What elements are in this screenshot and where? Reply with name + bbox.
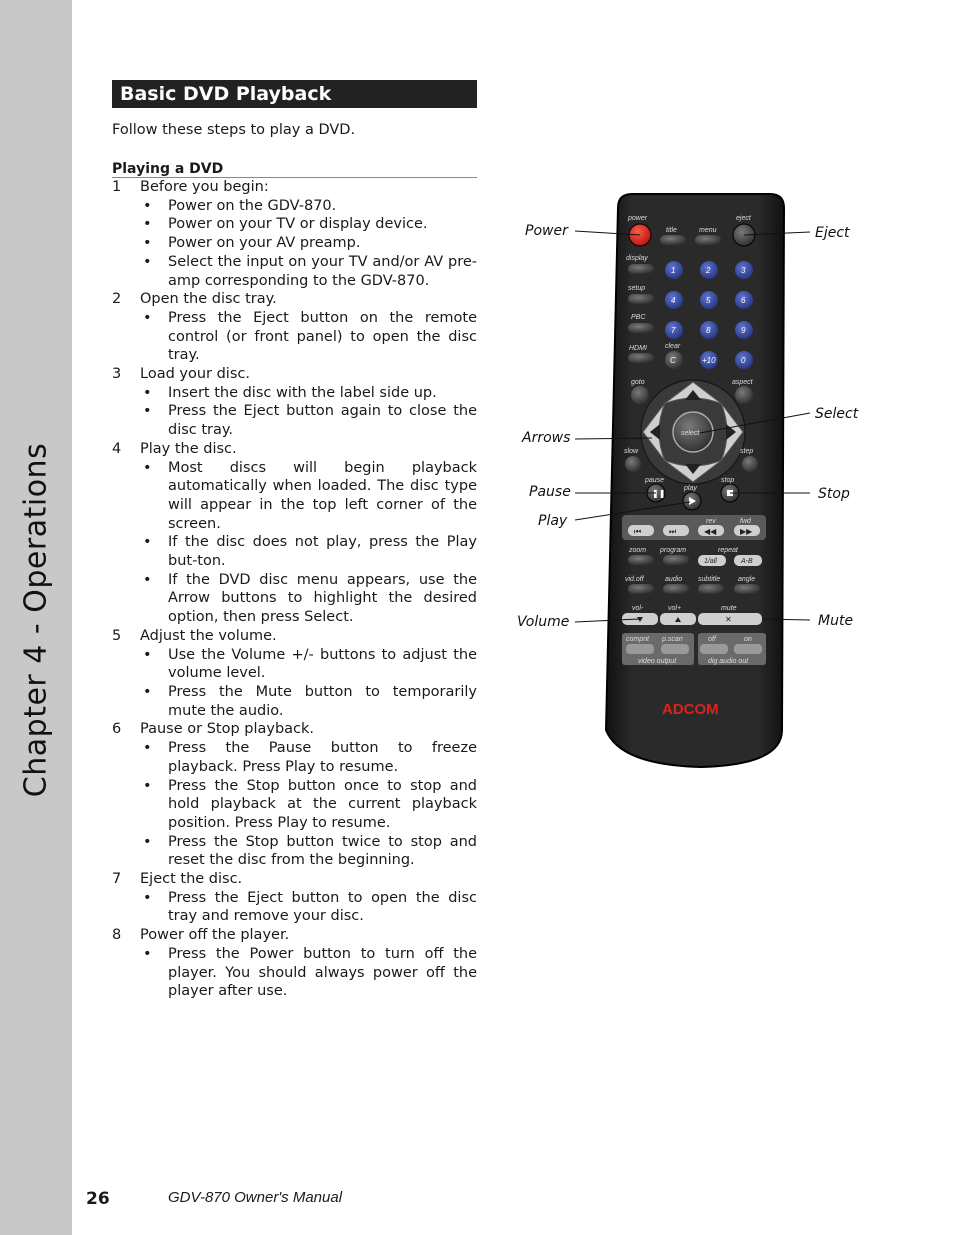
remote-stop-label: stop <box>721 477 735 484</box>
number-0-label: 0 <box>741 356 746 365</box>
menu-button[interactable] <box>695 235 721 245</box>
bullet-item: • Most discs will begin playback automatically when loaded. The disc type will appear in the top left corner of the screen. <box>140 459 477 534</box>
display-button[interactable] <box>628 264 654 274</box>
remote-zoom-label: zoom <box>629 547 647 554</box>
step-item <box>112 178 477 290</box>
remote-menu-label: menu <box>699 227 717 234</box>
setup-button[interactable] <box>628 294 654 304</box>
arrows-callout: Arrows <box>522 430 571 446</box>
manual-title: GDV-870 Owner's Manual <box>168 1189 343 1206</box>
compnt-button[interactable] <box>626 644 654 654</box>
remote-select-label: select <box>681 430 700 437</box>
section-title: Basic DVD Playback <box>112 80 477 108</box>
bullet-list <box>140 889 477 926</box>
step-number: 4 <box>112 440 122 457</box>
remote-vid-off-label: vid.off <box>625 576 644 583</box>
step-item <box>112 720 477 870</box>
remote-repeat-label: repeat <box>718 547 738 554</box>
adcom-logo: ADCOM <box>662 701 719 718</box>
plus10-label: +10 <box>702 356 716 365</box>
remote-off-label: off <box>708 636 716 643</box>
number-7-label: 7 <box>671 326 676 335</box>
bullet-list <box>140 309 477 365</box>
step-text: Open the disc tray. <box>140 291 277 308</box>
bullet-item: • Press the Mute button to temporarily mute the audio. <box>140 683 477 720</box>
mute-icon: ✕ <box>725 615 732 624</box>
repeat-1-all-label: 1/all <box>704 558 717 565</box>
bullet-item: • Power on your TV or display device. <box>140 215 477 234</box>
bullet-item: • Press the Power button to turn off the player. You should always power off the player after use. <box>140 945 477 1001</box>
step-item <box>112 440 477 627</box>
step-item <box>112 290 477 365</box>
goto-button[interactable] <box>631 386 649 404</box>
audio-button[interactable] <box>663 584 689 594</box>
remote-setup-label: setup <box>628 285 646 292</box>
remote-p-scan-label: p.scan <box>662 636 683 643</box>
pbc-button[interactable] <box>628 323 654 333</box>
remote-subtitle-label: subtitle <box>698 576 721 583</box>
bullet-item: • Press the Stop button once to stop and hold playback at the current playback position. Press Play to resume. <box>140 777 477 833</box>
mute-callout: Mute <box>818 613 854 629</box>
step-number: 3 <box>112 366 122 383</box>
bullet-list <box>140 739 477 870</box>
step-number: 7 <box>112 871 122 888</box>
number-3-label: 3 <box>741 266 746 275</box>
bullet-list <box>140 197 477 291</box>
power-callout: Power <box>525 223 568 239</box>
program-button[interactable] <box>663 555 689 565</box>
fast-forward-icon: ▶▶ <box>740 527 753 536</box>
title-button[interactable] <box>660 235 686 245</box>
remote-step-label: step <box>740 448 754 455</box>
remote-aspect-label: aspect <box>732 379 753 386</box>
remote-clear-label: clear <box>665 343 681 350</box>
remote-angle-label: angle <box>738 576 756 583</box>
remote-power-label: power <box>628 215 648 222</box>
remote-on-label: on <box>744 636 752 643</box>
step-item <box>112 365 477 440</box>
subsection-title: Playing a DVD <box>112 161 477 178</box>
remote-vol-minus-label: vol- <box>632 605 644 612</box>
play-callout: Play <box>538 513 568 529</box>
pause-icon: ❚❚ <box>652 489 666 498</box>
page-number: 26 <box>86 1189 110 1209</box>
bullet-item: • Insert the disc with the label side up. <box>140 384 477 403</box>
select-callout: Select <box>815 406 859 422</box>
clear-key-label: C <box>670 356 676 365</box>
bullet-item: • Power on your AV preamp. <box>140 234 477 253</box>
bullet-list <box>140 646 477 721</box>
dig-audio-out-label: dig audio out <box>708 658 749 665</box>
steps-list <box>112 178 477 1001</box>
step-text: Pause or Stop playback. <box>140 721 315 738</box>
number-6-label: 6 <box>741 296 746 305</box>
remote-eject-label: eject <box>736 215 751 222</box>
step-number: 2 <box>112 291 122 308</box>
step-button[interactable] <box>742 456 758 472</box>
step-number: 6 <box>112 721 122 738</box>
slow-button[interactable] <box>625 456 641 472</box>
bullet-item: • If the DVD disc menu appears, use the Arrow buttons to highlight the desired option, then press Select. <box>140 571 477 627</box>
video-output-label: video output <box>638 658 677 665</box>
repeat-a-b-label: A-B <box>741 558 753 565</box>
number-4-label: 4 <box>671 296 676 305</box>
zoom-button[interactable] <box>628 555 654 565</box>
number-2-label: 2 <box>706 266 711 275</box>
bullet-item: • Select the input on your TV and/or AV pre-amp corresponding to the GDV-870. <box>140 253 477 290</box>
rewind-icon: ◀◀ <box>704 527 717 536</box>
dig-audio-off-button[interactable] <box>700 644 728 654</box>
number-1-label: 1 <box>671 266 676 275</box>
remote-fwd-label: fwd <box>740 518 751 525</box>
aspect-button[interactable] <box>735 386 753 404</box>
number-8-label: 8 <box>706 326 711 335</box>
remote-rev-label: rev <box>706 518 716 525</box>
bullet-item: • Press the Stop button twice to stop and reset the disc from the beginning. <box>140 833 477 870</box>
bullet-list <box>140 384 477 440</box>
next-chapter-icon: ⏭ <box>669 527 677 536</box>
bullet-item: • Use the Volume +/- buttons to adjust the volume level. <box>140 646 477 683</box>
remote-goto-label: goto <box>631 379 645 386</box>
step-item <box>112 926 477 1001</box>
hdmi-button[interactable] <box>628 353 654 363</box>
bullet-item: • If the disc does not play, press the Play but-ton. <box>140 533 477 570</box>
intro-text: Follow these steps to play a DVD. <box>112 122 356 138</box>
remote-audio-label: audio <box>665 576 683 583</box>
p-scan-button[interactable] <box>661 644 689 654</box>
number-9-label: 9 <box>741 326 746 335</box>
step-text: Before you begin: <box>140 179 269 195</box>
bullet-item: • Press the Pause button to freeze playback. Press Play to resume. <box>140 739 477 776</box>
bullet-list <box>140 459 477 627</box>
number-5-label: 5 <box>706 296 711 305</box>
subtitle-button[interactable] <box>698 584 724 594</box>
step-text: Play the disc. <box>140 440 237 457</box>
remote-title-label: title <box>666 227 677 234</box>
step-text: Power off the player. <box>140 927 290 944</box>
remote-vol-plus-label: vol+ <box>668 605 682 612</box>
stop-callout: Stop <box>818 486 850 502</box>
step-number: 8 <box>112 927 122 944</box>
bullet-item: • Power on the GDV-870. <box>140 197 477 216</box>
bullet-item: • Press the Eject button again to close the disc tray. <box>140 402 477 439</box>
remote-mute-label: mute <box>721 605 737 612</box>
step-item <box>112 870 477 926</box>
prev-chapter-icon: ⏮ <box>634 527 642 536</box>
step-text: Eject the disc. <box>140 871 243 888</box>
step-item <box>112 627 477 721</box>
bullet-list <box>140 945 477 1001</box>
angle-button[interactable] <box>734 584 760 594</box>
remote-control-diagram <box>500 190 870 780</box>
remote-compnt-label: compnt <box>626 636 649 643</box>
step-text: Adjust the volume. <box>140 627 277 644</box>
remote-slow-label: slow <box>624 448 639 455</box>
remote-program-label: program <box>660 547 687 554</box>
volume-callout: Volume <box>517 614 570 630</box>
remote-play-label: play <box>684 485 697 492</box>
remote-pause-label: pause <box>645 477 665 484</box>
step-number: 5 <box>112 627 122 644</box>
remote-pbc-label: PBC <box>631 314 646 321</box>
pause-callout: Pause <box>529 484 571 500</box>
bullet-item: • Press the Eject button on the remote control (or front panel) to open the disc tray. <box>140 309 477 365</box>
eject-callout: Eject <box>815 225 850 241</box>
vid-off-button[interactable] <box>628 584 654 594</box>
remote-display-label: display <box>626 255 648 262</box>
remote-hdmi-label: HDMI <box>629 345 647 352</box>
bullet-item: • Press the Eject button to open the disc tray and remove your disc. <box>140 889 477 926</box>
step-text: Load your disc. <box>140 366 250 383</box>
dig-audio-on-button[interactable] <box>734 644 762 654</box>
step-number: 1 <box>112 179 122 195</box>
